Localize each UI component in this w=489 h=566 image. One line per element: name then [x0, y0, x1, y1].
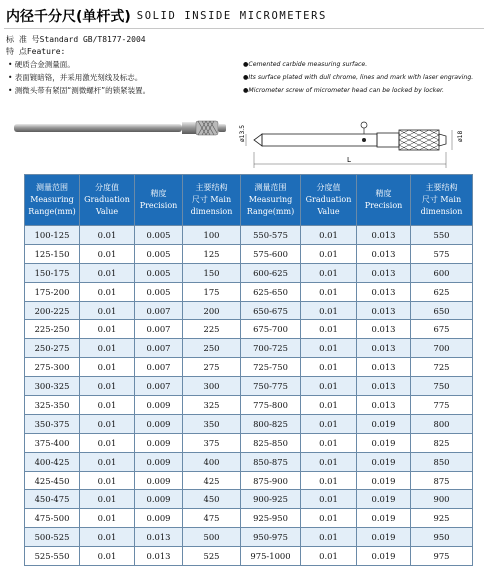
length-label: L — [347, 156, 351, 164]
table-cell: 0.01 — [80, 471, 135, 490]
column-header — [241, 175, 301, 226]
title-english: SOLID INSIDE MICROMETERS — [136, 10, 327, 22]
table-cell: 0.009 — [135, 396, 183, 415]
column-header — [80, 175, 135, 226]
title-divider — [4, 28, 484, 29]
table-cell: 375-400 — [25, 433, 80, 452]
table-row — [25, 226, 473, 245]
table-cell: 0.013 — [357, 263, 411, 282]
table-cell: 425 — [183, 471, 241, 490]
column-header-zh: 分度值 — [316, 183, 341, 192]
table-cell: 0.01 — [301, 414, 357, 433]
table-cell: 0.005 — [135, 226, 183, 245]
page-title — [6, 6, 327, 26]
table-cell: 0.019 — [357, 471, 411, 490]
table-cell: 0.019 — [357, 452, 411, 471]
table-cell: 0.01 — [80, 226, 135, 245]
column-header — [183, 175, 241, 226]
table-row — [25, 396, 473, 415]
feature-heading: 特 点Feature: — [6, 47, 66, 56]
table-cell: 575 — [411, 244, 473, 263]
table-cell: 0.009 — [135, 433, 183, 452]
table-cell: 900-925 — [241, 490, 301, 509]
table-cell: 0.019 — [357, 414, 411, 433]
column-header-en1: Precision — [364, 201, 403, 210]
table-cell: 450 — [183, 490, 241, 509]
column-header-en2: dimension — [420, 207, 463, 216]
table-cell: 0.019 — [357, 509, 411, 528]
table-cell: 300 — [183, 377, 241, 396]
table-row — [25, 490, 473, 509]
table-cell: 625-650 — [241, 282, 301, 301]
table-cell: 0.01 — [80, 320, 135, 339]
table-cell: 525-550 — [25, 547, 80, 566]
table-cell: 225 — [183, 320, 241, 339]
column-header-zh: 精度 — [150, 189, 167, 198]
table-cell: 0.009 — [135, 509, 183, 528]
table-cell: 175-200 — [25, 282, 80, 301]
table-cell: 0.01 — [301, 396, 357, 415]
table-cell: 325 — [183, 396, 241, 415]
feature-left-3: • 测微头带有紧固“测微螺杆”的锁紧装置。 — [8, 86, 151, 95]
table-cell: 350-375 — [25, 414, 80, 433]
table-cell: 950 — [411, 528, 473, 547]
table-cell: 750 — [411, 377, 473, 396]
table-cell: 0.01 — [80, 509, 135, 528]
table-cell: 150 — [183, 263, 241, 282]
table-cell: 0.01 — [301, 301, 357, 320]
table-row — [25, 452, 473, 471]
table-cell: 0.007 — [135, 377, 183, 396]
table-cell: 650 — [411, 301, 473, 320]
table-cell: 250 — [183, 339, 241, 358]
table-cell: 250-275 — [25, 339, 80, 358]
table-cell: 600 — [411, 263, 473, 282]
table-cell: 0.019 — [357, 547, 411, 566]
title-chinese: 内径千分尺(单杆式) — [6, 9, 131, 25]
table-cell: 0.007 — [135, 301, 183, 320]
table-row — [25, 528, 473, 547]
table-cell: 0.01 — [80, 547, 135, 566]
table-cell: 0.01 — [301, 377, 357, 396]
table-cell: 500-525 — [25, 528, 80, 547]
feature-left-2: • 表面镀暗铬，并采用激光刻线及标志。 — [8, 73, 143, 82]
table-cell: 0.013 — [357, 358, 411, 377]
table-cell: 625 — [411, 282, 473, 301]
table-cell: 0.01 — [301, 452, 357, 471]
table-cell: 800-825 — [241, 414, 301, 433]
column-header-en1: Measuring — [30, 195, 74, 204]
table-cell: 125 — [183, 244, 241, 263]
table-cell: 0.013 — [357, 301, 411, 320]
table-cell: 425-450 — [25, 471, 80, 490]
table-cell: 725 — [411, 358, 473, 377]
column-header-en1: Measuring — [248, 195, 293, 204]
column-header-zh: 主要结构 — [425, 183, 458, 192]
column-header-zh: 主要结构 — [195, 183, 228, 192]
table-cell: 0.019 — [357, 490, 411, 509]
table-cell: 450-475 — [25, 490, 80, 509]
column-header-en2: Value — [317, 207, 340, 216]
table-row — [25, 244, 473, 263]
table-cell: 100 — [183, 226, 241, 245]
table-cell: 0.013 — [357, 396, 411, 415]
column-header-en1: 尺寸 Main — [191, 195, 232, 204]
table-cell: 575-600 — [241, 244, 301, 263]
table-cell: 0.013 — [357, 282, 411, 301]
table-row — [25, 282, 473, 301]
table-cell: 925 — [411, 509, 473, 528]
diameter-right-label: ø18 — [457, 130, 464, 142]
table-cell: 350 — [183, 414, 241, 433]
column-header — [357, 175, 411, 226]
table-cell: 550 — [411, 226, 473, 245]
table-cell: 0.009 — [135, 490, 183, 509]
micrometer-drawing — [232, 100, 482, 170]
table-cell: 0.009 — [135, 414, 183, 433]
table-cell: 900 — [411, 490, 473, 509]
table-cell: 0.013 — [357, 244, 411, 263]
table-cell: 500 — [183, 528, 241, 547]
table-cell: 775-800 — [241, 396, 301, 415]
table-cell: 950-975 — [241, 528, 301, 547]
table-cell: 0.005 — [135, 263, 183, 282]
table-cell: 0.01 — [80, 377, 135, 396]
table-row — [25, 339, 473, 358]
table-cell: 800 — [411, 414, 473, 433]
standard-line: 标 准 号Standard GB/T8177-2004 — [6, 35, 146, 44]
table-cell: 0.009 — [135, 471, 183, 490]
table-cell: 875-900 — [241, 471, 301, 490]
feature-right-3: ●Micrometer screw of micrometer head can be locked by locker. — [243, 87, 444, 94]
table-cell: 0.01 — [80, 414, 135, 433]
table-cell: 150-175 — [25, 263, 80, 282]
column-header — [411, 175, 473, 226]
table-header-row — [25, 175, 473, 226]
table-cell: 375 — [183, 433, 241, 452]
table-cell: 225-250 — [25, 320, 80, 339]
table-cell: 0.005 — [135, 244, 183, 263]
table-cell: 0.01 — [301, 226, 357, 245]
table-cell: 0.013 — [357, 339, 411, 358]
table-cell: 0.01 — [301, 339, 357, 358]
table-cell: 700 — [411, 339, 473, 358]
table-cell: 0.007 — [135, 358, 183, 377]
table-cell: 850 — [411, 452, 473, 471]
table-cell: 975 — [411, 547, 473, 566]
table-cell: 550-575 — [241, 226, 301, 245]
table-cell: 775 — [411, 396, 473, 415]
table-cell: 200 — [183, 301, 241, 320]
column-header-zh: 分度值 — [95, 183, 119, 192]
table-cell: 875 — [411, 471, 473, 490]
table-row — [25, 377, 473, 396]
column-header — [25, 175, 80, 226]
column-header-zh: 测量范围 — [36, 183, 68, 192]
table-cell: 0.01 — [301, 471, 357, 490]
column-header-zh: 精度 — [375, 189, 392, 198]
table-cell: 0.01 — [301, 282, 357, 301]
table-cell: 175 — [183, 282, 241, 301]
table-cell: 0.01 — [301, 320, 357, 339]
table-cell: 400-425 — [25, 452, 80, 471]
micrometer-photo — [10, 110, 230, 150]
table-cell: 0.01 — [80, 339, 135, 358]
table-cell: 100-125 — [25, 226, 80, 245]
table-cell: 0.01 — [80, 301, 135, 320]
table-cell: 200-225 — [25, 301, 80, 320]
column-header-en2: dimension — [190, 207, 233, 216]
feature-right-1: ●Cemented carbide measuring surface. — [243, 61, 368, 68]
table-cell: 300-325 — [25, 377, 80, 396]
table-cell: 0.013 — [357, 377, 411, 396]
table-cell: 275 — [183, 358, 241, 377]
table-cell: 0.01 — [80, 244, 135, 263]
table-cell: 0.013 — [135, 547, 183, 566]
table-cell: 325-350 — [25, 396, 80, 415]
column-header-en2: Range(mm) — [246, 207, 295, 216]
table-cell: 0.01 — [301, 547, 357, 566]
table-cell: 925-950 — [241, 509, 301, 528]
table-cell: 675 — [411, 320, 473, 339]
feature-right-2: ●Its surface plated with dull chrome, lines and mark with laser engraving. — [243, 74, 474, 81]
table-cell: 525 — [183, 547, 241, 566]
table-cell: 0.013 — [357, 320, 411, 339]
column-header — [135, 175, 183, 226]
table-row — [25, 509, 473, 528]
column-header-en1: Graduation — [84, 195, 130, 204]
column-header-en2: Range(mm) — [28, 207, 76, 216]
table-cell: 975-1000 — [241, 547, 301, 566]
column-header — [301, 175, 357, 226]
table-cell: 825 — [411, 433, 473, 452]
column-header-zh: 测量范围 — [254, 183, 287, 192]
table-cell: 0.01 — [80, 358, 135, 377]
table-row — [25, 301, 473, 320]
table-cell: 0.009 — [135, 452, 183, 471]
table-cell: 0.019 — [357, 433, 411, 452]
table-cell: 0.007 — [135, 339, 183, 358]
table-cell: 0.01 — [301, 490, 357, 509]
table-cell: 0.01 — [301, 263, 357, 282]
table-cell: 650-675 — [241, 301, 301, 320]
table-cell: 475-500 — [25, 509, 80, 528]
table-cell: 0.01 — [80, 263, 135, 282]
table-cell: 700-725 — [241, 339, 301, 358]
table-row — [25, 358, 473, 377]
table-cell: 0.019 — [357, 528, 411, 547]
table-cell: 0.013 — [357, 226, 411, 245]
diameter-left-label: ø13.5 — [239, 124, 246, 142]
table-cell: 0.01 — [80, 452, 135, 471]
table-cell: 0.005 — [135, 282, 183, 301]
table-row — [25, 547, 473, 566]
table-cell: 725-750 — [241, 358, 301, 377]
table-row — [25, 263, 473, 282]
table-cell: 0.01 — [80, 282, 135, 301]
table-cell: 850-875 — [241, 452, 301, 471]
column-header-en1: Graduation — [305, 195, 352, 204]
table-cell: 0.007 — [135, 320, 183, 339]
table-cell: 0.01 — [301, 358, 357, 377]
table-cell: 0.01 — [80, 433, 135, 452]
table-cell: 600-625 — [241, 263, 301, 282]
table-cell: 0.01 — [301, 244, 357, 263]
table-row — [25, 414, 473, 433]
table-cell: 0.013 — [135, 528, 183, 547]
table-cell: 675-700 — [241, 320, 301, 339]
table-cell: 0.01 — [301, 509, 357, 528]
column-header-en1: Precision — [139, 201, 178, 210]
table-cell: 0.01 — [80, 396, 135, 415]
table-cell: 750-775 — [241, 377, 301, 396]
column-header-en2: Value — [95, 207, 119, 216]
table-cell: 125-150 — [25, 244, 80, 263]
spec-table — [24, 174, 473, 566]
feature-left-1: • 硬质合金测量面。 — [8, 60, 75, 69]
table-row — [25, 320, 473, 339]
table-cell: 0.01 — [301, 528, 357, 547]
table-cell: 0.01 — [301, 433, 357, 452]
table-cell: 475 — [183, 509, 241, 528]
table-cell: 825-850 — [241, 433, 301, 452]
table-cell: 0.01 — [80, 528, 135, 547]
table-row — [25, 433, 473, 452]
table-row — [25, 471, 473, 490]
table-cell: 400 — [183, 452, 241, 471]
column-header-en1: 尺寸 Main — [421, 195, 462, 204]
table-cell: 275-300 — [25, 358, 80, 377]
table-cell: 0.01 — [80, 490, 135, 509]
